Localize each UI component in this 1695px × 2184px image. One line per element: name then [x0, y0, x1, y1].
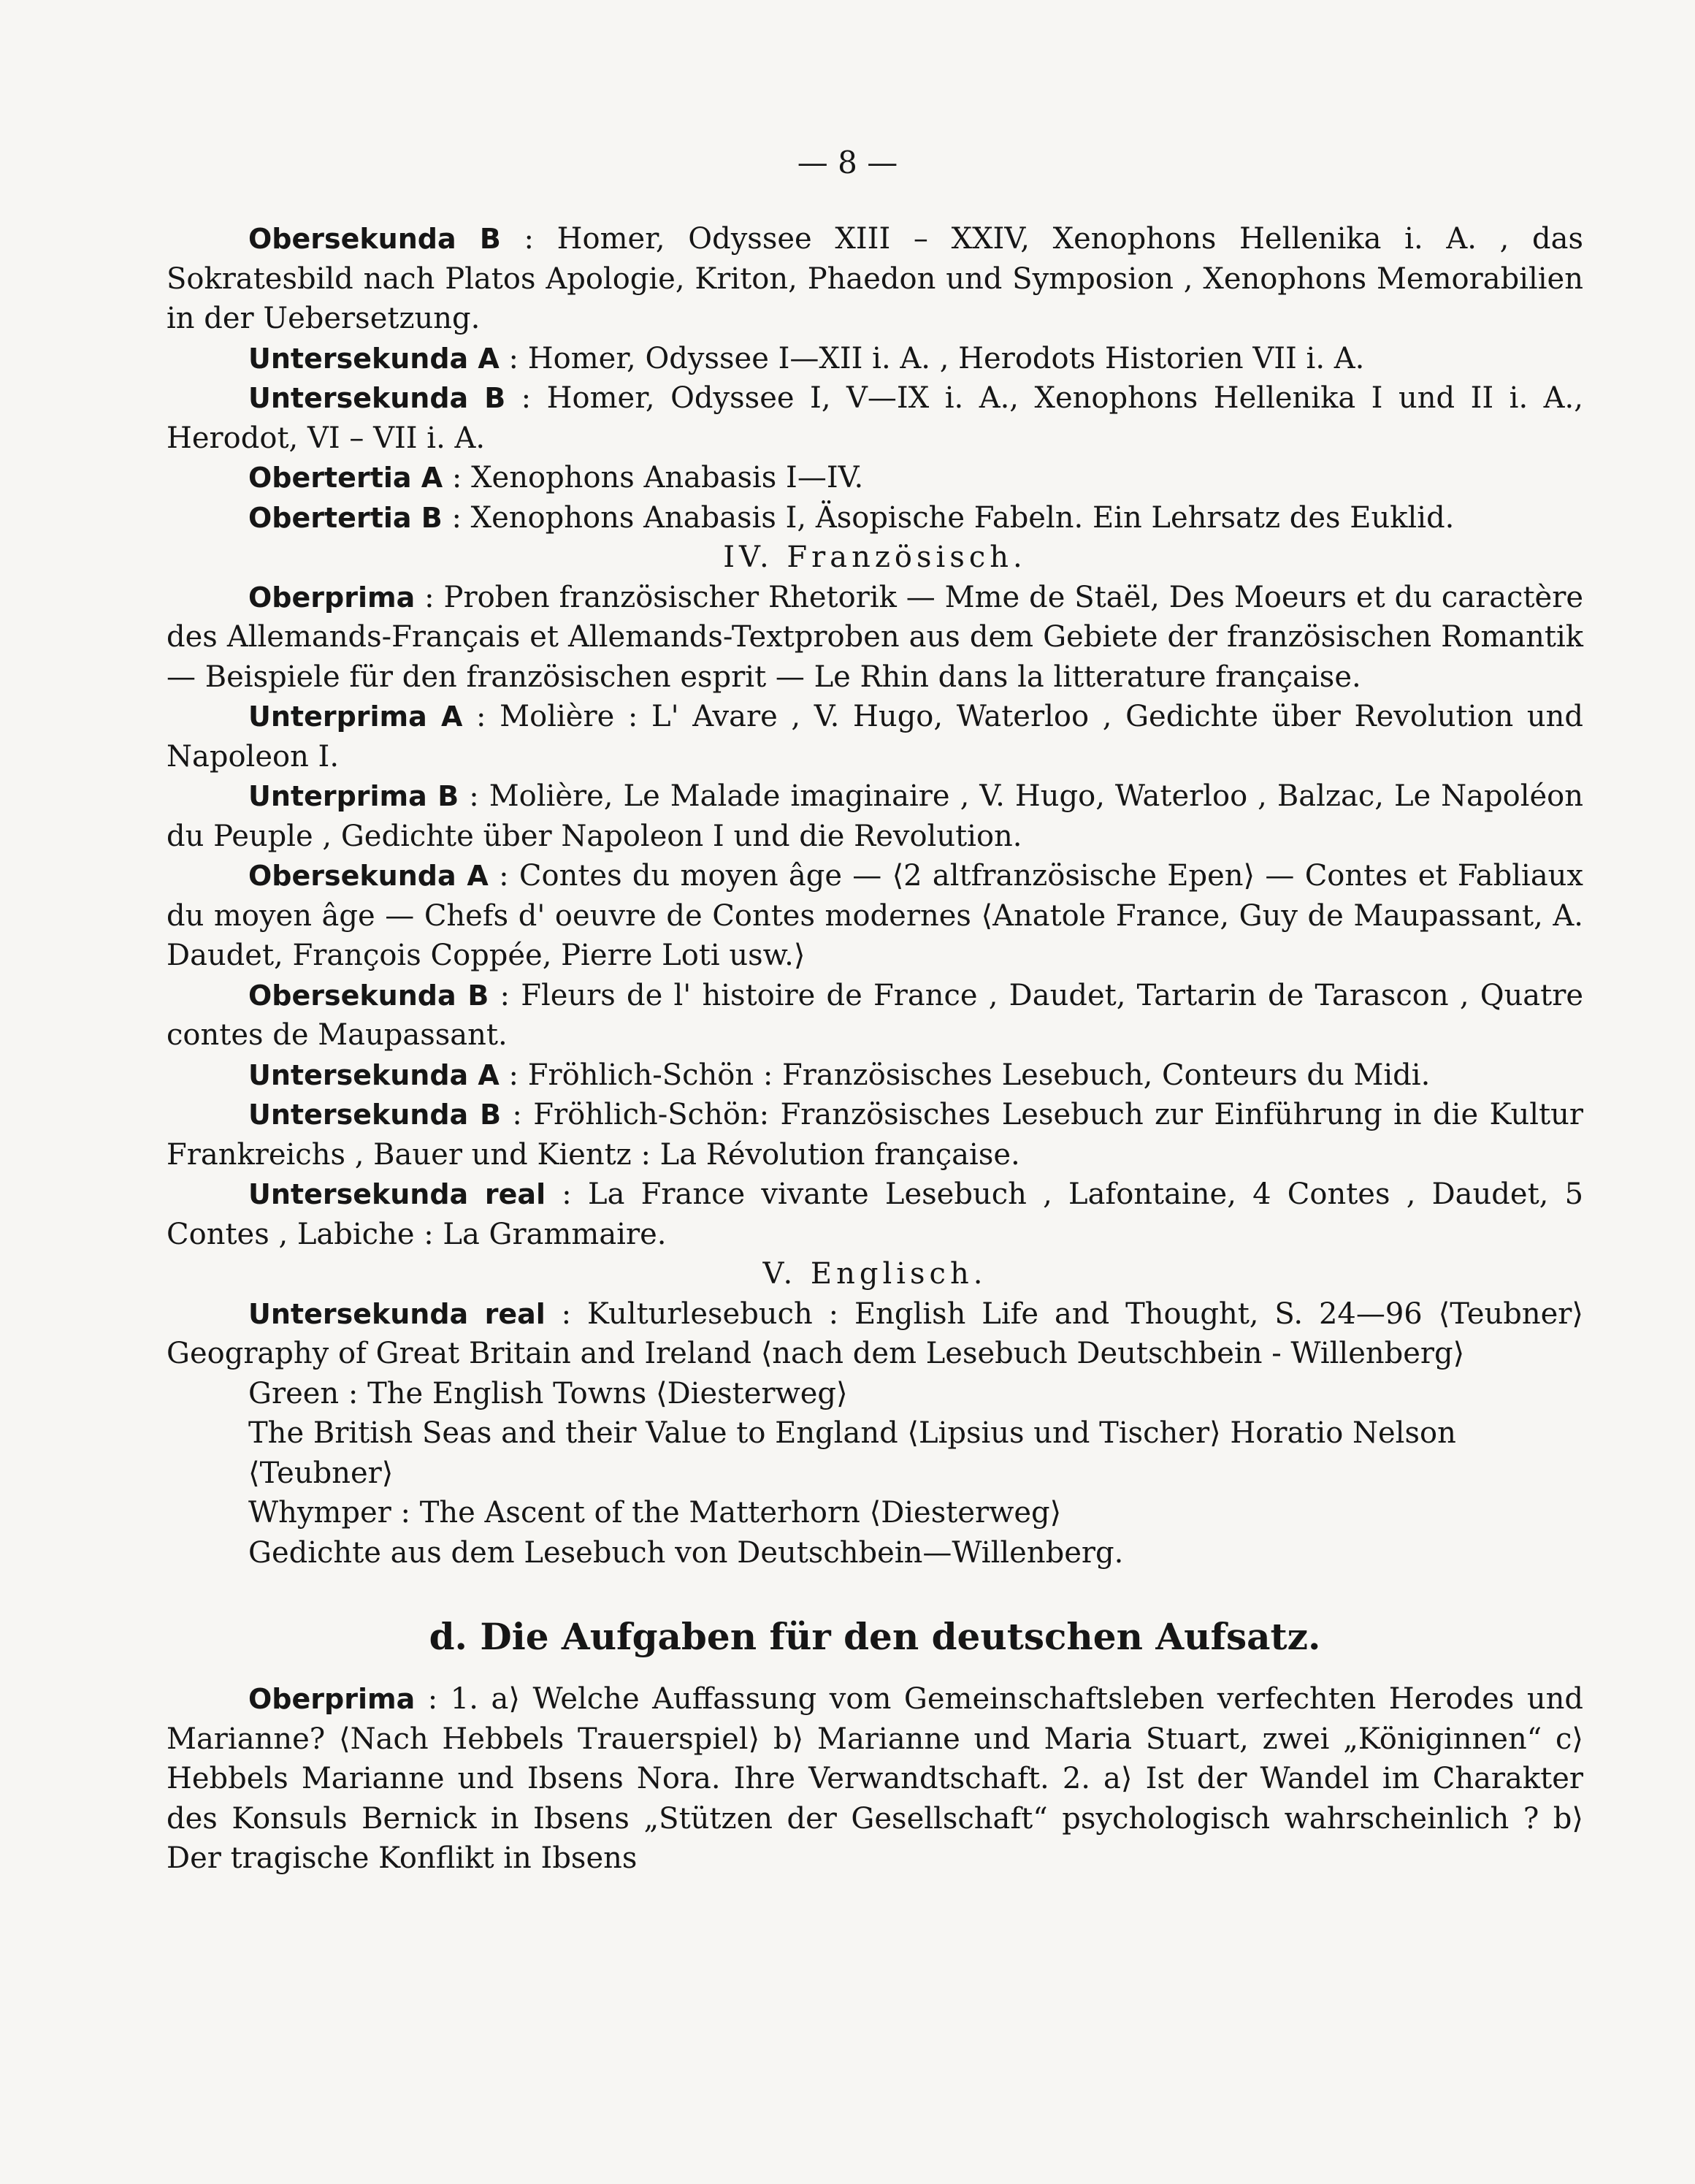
- class-label: Obersekunda B: [248, 979, 489, 1012]
- reading-line: The British Seas and their Value to England ⟨Lipsius und Tischer⟩ Horatio Nelson ⟨Teubner⟩: [248, 1416, 1456, 1490]
- entry-obersekunda-a: Obersekunda A : Contes du moyen âge — ⟨2 altfranzösische Epen⟩ — Contes et Fabliaux du moyen âge — Chefs d' oeuvre de Contes modernes ⟨Anatole France, Guy de Maupassant, A. Daudet, François Coppée, Pierre Loti usw.⟩: [167, 859, 1583, 972]
- reading-list: Contes du moyen âge — ⟨2 altfranzösische Epen⟩ — Contes et Fabliaux du moyen âge — Chefs d' oeuvre de Contes modernes ⟨Anatole France, Guy de Maupassant, A. Daudet, François Coppée, Pierre Loti usw.⟩: [167, 859, 1583, 972]
- page-number: — 8 —: [797, 145, 898, 180]
- english-block: [167, 1294, 1583, 1573]
- class-label: Untersekunda B: [248, 382, 506, 414]
- section-heading-essays: d. Die Aufgaben für den deutschen Aufsatz.: [429, 1615, 1321, 1658]
- reading-list: Homer, Odyssee I—XII i. A. , Herodots Historien VII i. A.: [527, 341, 1365, 375]
- entry-unterprima-b: Unterprima B : Molière, Le Malade imaginaire , V. Hugo, Waterloo , Balzac, Le Napoléon du Peuple , Gedichte über Napoleon I und die Revolution.: [167, 779, 1584, 853]
- entry-untersekunda-a: Untersekunda A : Homer, Odyssee I—XII i. A. , Herodots Historien VII i. A.: [248, 341, 1365, 375]
- reading-list: Homer, Odyssee XIII – XXIV, Xenophons Hellenika i. A. , das Sokratesbild nach Platos Apologie, Kriton, Phaedon und Symposion , Xenophons Memorabilien in der Uebersetzung.: [167, 222, 1584, 335]
- reading-list: Molière : L' Avare , V. Hugo, Waterloo , Gedichte über Revolution und Napoleon I.: [167, 700, 1584, 774]
- reading-line: Whymper : The Ascent of the Matterhorn ⟨Diesterweg⟩: [248, 1496, 1062, 1530]
- entry-untersekunda-b: Untersekunda B : Homer, Odyssee I, V—IX i. A., Xenophons Hellenika I und II i. A., Herodot, VI – VII i. A.: [167, 381, 1583, 455]
- reading-list: Xenophons Anabasis I, Äsopische Fabeln. Ein Lehrsatz des Euklid.: [470, 500, 1455, 535]
- greek-continued-block: [167, 219, 1583, 538]
- entry-obersekunda-b: Obersekunda B : Fleurs de l' histoire de France , Daudet, Tartarin de Tarascon , Quatre contes de Maupassant.: [167, 978, 1584, 1052]
- class-label: Unterprima A: [248, 700, 463, 733]
- essay-topics: 1. a⟩ Welche Auffassung vom Gemeinschaftsleben verfechten Herodes und Marianne? ⟨Nach Hebbels Trauerspiel⟩ b⟩ Marianne und Maria Stuart, zwei „Königinnen“ c⟩ Hebbels Marianne und Ibsens Nora. Ihre Verwandtschaft. 2. a⟩ Ist der Wandel im Charakter des Konsuls Bernick in Ibsens „Stützen der Gesellschaft“ psychologisch wahrscheinlich ? b⟩ Der tragische Konflikt in Ibsens: [167, 1682, 1583, 1875]
- entry-unterprima-a: Unterprima A : Molière : L' Avare , V. Hugo, Waterloo , Gedichte über Revolution und Napoleon I.: [167, 700, 1584, 774]
- class-label: Obertertia B: [248, 501, 443, 534]
- entry-oberprima: Oberprima : Proben französischer Rhetorik — Mme de Staël, Des Moeurs et du caractère des Allemands-Français et Allemands-Textproben aus dem Gebiete der französischen Romantik — Beispiele für den französischen esprit — Le Rhin dans la litterature française.: [167, 580, 1583, 694]
- entry-untersekunda-a: Untersekunda A : Fröhlich-Schön : Französisches Lesebuch, Conteurs du Midi.: [248, 1058, 1431, 1092]
- reading-line: Gedichte aus dem Lesebuch von Deutschbein—Willenberg.: [248, 1535, 1124, 1570]
- entry-essay-oberprima: Oberprima : 1. a⟩ Welche Auffassung vom Gemeinschaftsleben verfechten Herodes und Marianne? ⟨Nach Hebbels Trauerspiel⟩ b⟩ Marianne und Maria Stuart, zwei „Königinnen“ c⟩ Hebbels Marianne und Ibsens Nora. Ihre Verwandtschaft. 2. a⟩ Ist der Wandel im Charakter des Konsuls Bernick in Ibsens „Stützen der Gesellschaft“ psychologisch wahrscheinlich ? b⟩ Der tragische Konflikt in Ibsens: [167, 1682, 1583, 1875]
- entry-obersekunda-b: Obersekunda B : Homer, Odyssee XIII – XXIV, Xenophons Hellenika i. A. , das Sokratesbild nach Platos Apologie, Kriton, Phaedon und Symposion , Xenophons Memorabilien in der Uebersetzung.: [167, 222, 1584, 335]
- class-label: Unterprima B: [248, 780, 459, 812]
- english-reading-lines: [167, 1374, 1583, 1573]
- entry-obertertia-b: Obertertia B : Xenophons Anabasis I, Äsopische Fabeln. Ein Lehrsatz des Euklid.: [248, 500, 1455, 535]
- reading-list: Kulturlesebuch : English Life and Thought, S. 24—96 ⟨Teubner⟩ Geography of Great Britain and Ireland ⟨nach dem Lesebuch Deutschbein - Willenberg⟩: [167, 1297, 1584, 1370]
- reading-list: Fleurs de l' histoire de France , Daudet, Tartarin de Tarascon , Quatre contes de Maupassant.: [167, 978, 1584, 1052]
- class-label: Untersekunda real: [248, 1297, 546, 1330]
- class-label: Untersekunda real: [248, 1178, 546, 1210]
- entry-obertertia-a: Obertertia A : Xenophons Anabasis I—IV.: [248, 461, 864, 495]
- class-label: Untersekunda A: [248, 1058, 500, 1091]
- entry-untersekunda-real: Untersekunda real : Kulturlesebuch : English Life and Thought, S. 24—96 ⟨Teubner⟩ Geography of Great Britain and Ireland ⟨nach dem Lesebuch Deutschbein - Willenberg⟩: [167, 1297, 1584, 1370]
- entry-untersekunda-b: Untersekunda B : Fröhlich-Schön: Französisches Lesebuch zur Einführung in die Kultur Frankreichs , Bauer und Kientz : La Révolution française.: [167, 1098, 1583, 1172]
- entry-untersekunda-real: Untersekunda real : La France vivante Lesebuch , Lafontaine, 4 Contes , Daudet, 5 Contes , Labiche : La Grammaire.: [167, 1177, 1584, 1251]
- reading-list: Fröhlich-Schön : Französisches Lesebuch, Conteurs du Midi.: [527, 1058, 1431, 1092]
- reading-list: Xenophons Anabasis I—IV.: [471, 461, 864, 495]
- page-content: [167, 219, 1583, 1879]
- class-label: Untersekunda B: [248, 1099, 502, 1131]
- class-label: Obertertia A: [248, 462, 443, 494]
- reading-list: La France vivante Lesebuch , Lafontaine, 4 Contes , Daudet, 5 Contes , Labiche : La Grammaire.: [167, 1177, 1584, 1251]
- class-label: Obersekunda B: [248, 223, 501, 255]
- class-label: Untersekunda A: [248, 342, 500, 375]
- section-heading-french: IV. Französisch.: [723, 541, 1027, 574]
- reading-list: Fröhlich-Schön: Französisches Lesebuch zur Einführung in die Kultur Frankreichs , Bauer und Kientz : La Révolution française.: [167, 1098, 1583, 1172]
- class-label: Oberprima: [248, 581, 416, 614]
- section-heading-english: V. Englisch.: [762, 1257, 987, 1291]
- reading-list: Homer, Odyssee I, V—IX i. A., Xenophons Hellenika I und II i. A., Herodot, VI – VII i. A.: [167, 381, 1583, 455]
- class-label: Oberprima: [248, 1683, 416, 1715]
- reading-list: Molière, Le Malade imaginaire , V. Hugo, Waterloo , Balzac, Le Napoléon du Peuple , Gedichte über Napoleon I und die Revolution.: [167, 779, 1584, 853]
- french-block: [167, 578, 1583, 1255]
- class-label: Obersekunda A: [248, 860, 489, 892]
- reading-list: Proben französischer Rhetorik — Mme de Staël, Des Moeurs et du caractère des Allemands-Français et Allemands-Textproben aus dem Gebiete der französischen Romantik — Beispiele für den französischen esprit — Le Rhin dans la litterature française.: [167, 580, 1583, 694]
- reading-line: Green : The English Towns ⟨Diesterweg⟩: [248, 1376, 848, 1410]
